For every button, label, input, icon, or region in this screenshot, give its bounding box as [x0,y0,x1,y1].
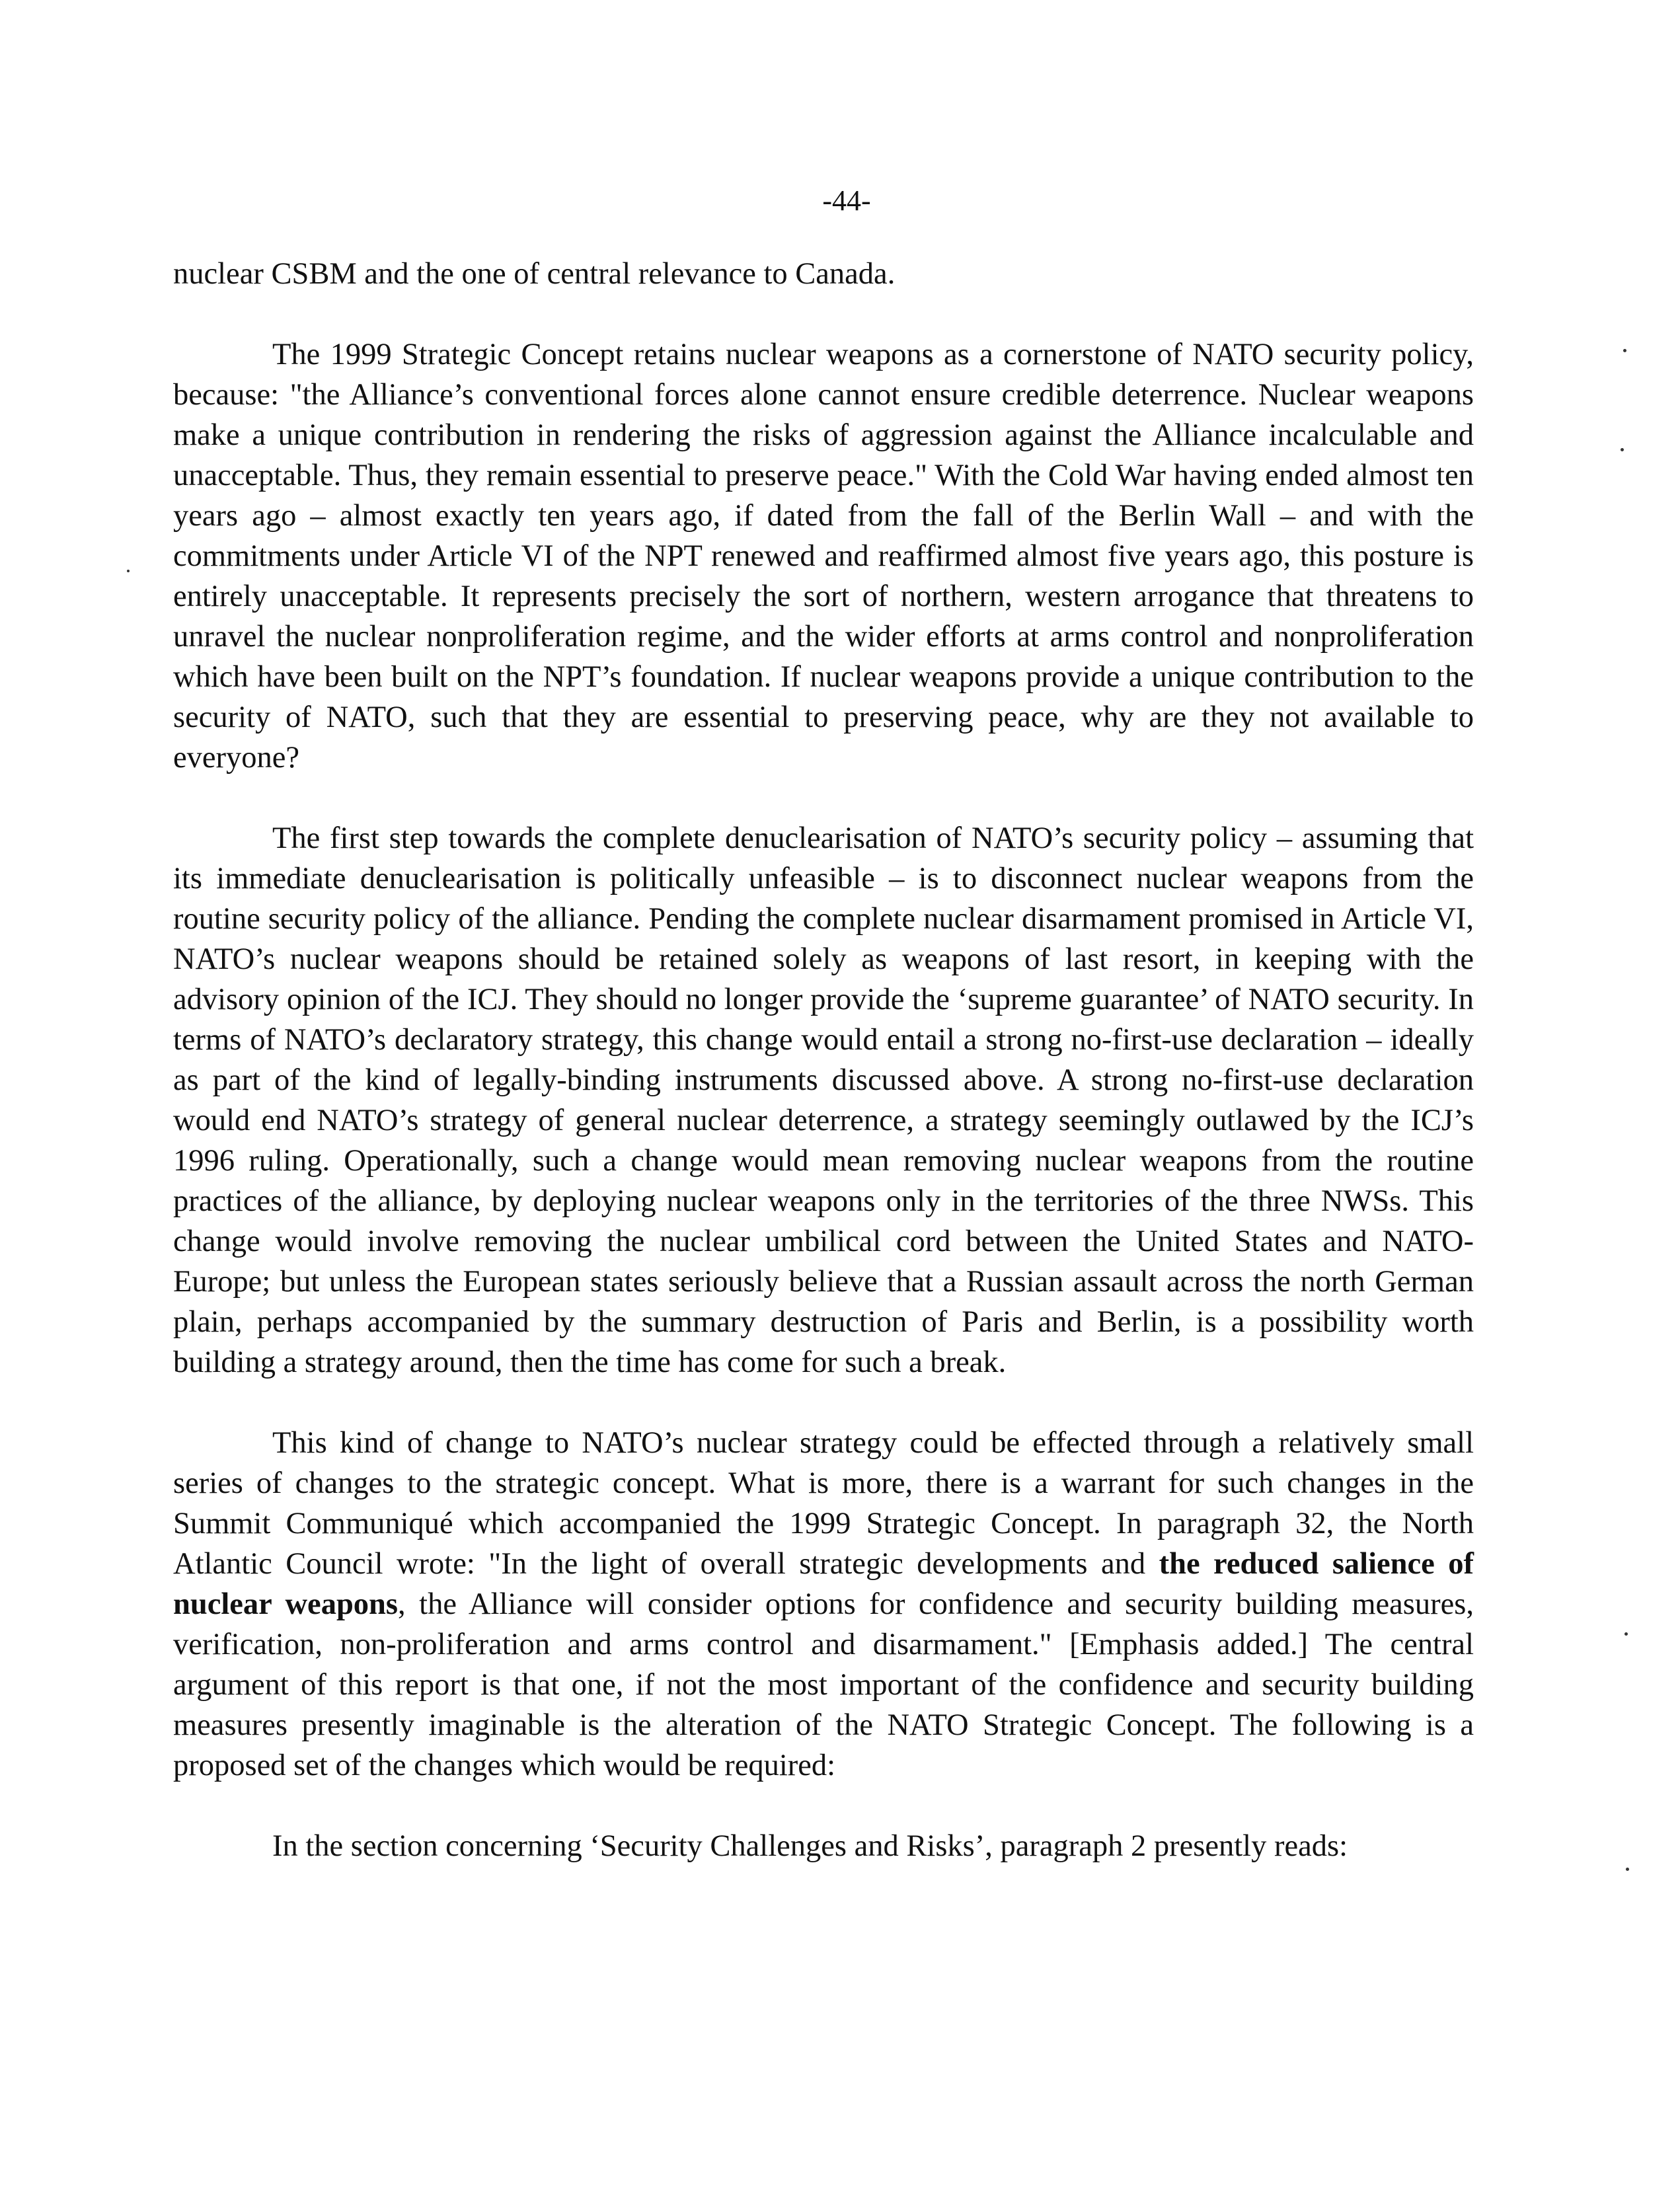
paragraph-change-nuclear-strategy [173,1423,1474,1786]
paragraph-continuation: nuclear CSBM and the one of central relevance to Canada. [173,257,896,291]
scan-speck [127,570,130,572]
paragraph-first-step: The first step towards the complete denuclearisation of NATO’s security policy – assuming that its immediate denuclearisation is politically unfeasible – is to disconnect nuclear weapons from the routine security policy of the alliance. Pending the complete nuclear disarmament promised in Article VI, NATO’s nuclear weapons should be retained solely as weapons of last resort, in keeping with the advisory opinion of the ICJ. They should no longer provide the ‘supreme guarantee’ of NATO security. In terms of NATO’s declaratory strategy, this change would entail a strong no-first-use declaration – ideally as part of the kind of legally-binding instruments discussed above. A strong no-first-use declaration would end NATO’s strategy of general nuclear deterrence, a strategy seemingly outlawed by the ICJ’s 1996 ruling. Operationally, such a change would mean removing nuclear weapons from the routine practices of the alliance, by deploying nuclear weapons only in the territories of the three NWSs. This change would involve removing the nuclear umbilical cord between the United States and NATO-Europe; but unless the European states seriously believe that a Russian assault across the north German plain, perhaps accompanied by the summary destruction of Paris and Berlin, is a possibility worth building a strategy around, then the time has come for such a break. [173,821,1474,1379]
document-body [173,254,1474,1866]
paragraph-security-challenges: In the section concerning ‘Security Challenges and Risks’, paragraph 2 presently reads: [272,1829,1348,1863]
paragraph-strategic-concept: The 1999 Strategic Concept retains nuclear weapons as a cornerstone of NATO security policy, because: "the Alliance’s conventional forces alone cannot ensure credible deterrence. Nuclear weapons make a unique contribution in rendering the risks of aggression against the Alliance incalculable and unacceptable. Thus, they remain essential to preserve peace." With the Cold War having ended almost ten years ago – almost exactly ten years ago, if dated from the fall of the Berlin Wall – and with the commitments under Article VI of the NPT renewed and reaffirmed almost five years ago, this posture is entirely unacceptable. It represents precisely the sort of northern, western arrogance that threatens to unravel the nuclear nonproliferation regime, and the wider efforts at arms control and nonproliferation which have been built on the NPT’s foundation. If nuclear weapons provide a unique contribution to the security of NATO, such that they are essential to preserving peace, why are they not available to everyone? [173,338,1474,775]
paragraph-text-before-emphasis: This kind of change to NATO’s nuclear strategy could be effected through a relatively small series of changes to the strategic concept. What is more, there is a warrant for such changes in the Summit Communiqué which accompanied the 1999 Strategic Concept. In paragraph 32, the North Atlantic Council wrote: "In the light of overall strategic developments and [173,1426,1474,1581]
scan-speck [1624,1632,1628,1636]
scan-speck [1621,448,1624,451]
scan-speck [1623,349,1626,352]
emphasized-text: the reduced salience of nuclear weapons [173,1547,1474,1621]
paragraph-text-after-emphasis: , the Alliance will consider options for confidence and security building measures, verification, non-proliferation and arms control and disarmament." [Emphasis added.] The central argument of this report is that one, if not the most important of the confidence and security building measures presently imaginable is the alteration of the NATO Strategic Concept. The following is a proposed set of the changes which would be required: [173,1587,1474,1782]
page-number: -44- [822,184,871,217]
scan-speck [1626,1868,1629,1871]
